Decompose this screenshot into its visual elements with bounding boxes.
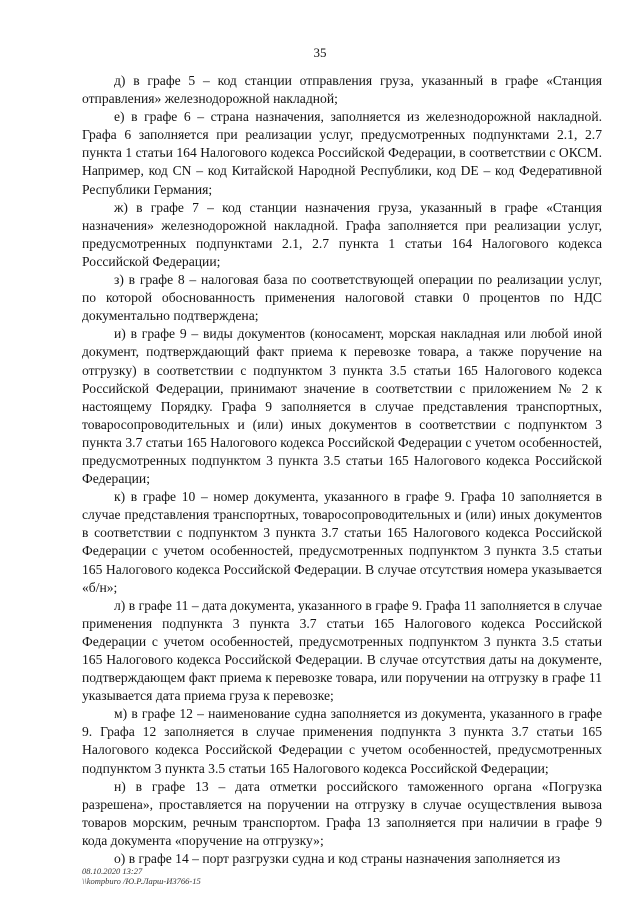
paragraph-z: з) в графе 8 – налоговая база по соответствующей операции по реализации услуг, по которой обоснованность применения налоговой ставки 0 процентов по НДС документально подтверждена; xyxy=(82,272,602,324)
paragraph-l: л) в графе 11 – дата документа, указанного в графе 9. Графа 11 заполняется в случае применения подпункта 3 пункта 3.7 статьи 165 Налогового кодекса Российской Федерации с учетом особенностей, предусмотренных подпунктом 3 пункта 3.5 статьи 165 Налогового кодекса Российской Федерации. В случае отсутствия даты на документе, подтверждающем факт приема к перевозке товара, или поручении на отгрузку в графе 11 указывается дата приема груза к перевозке; xyxy=(82,597,602,704)
paragraph-n: н) в графе 13 – дата отметки российского таможенного органа «Погрузка разрешена», проставляется на поручении на отгрузку в случае осуществления вывоза товаров морским, речным транспортом. Графа 13 заполняется при наличии в графе 9 кода документа «поручение на отгрузку»; xyxy=(82,778,602,848)
footer-stamp xyxy=(82,866,201,886)
paragraph-o: о) в графе 14 – порт разгрузки судна и код страны назначения заполняется из xyxy=(114,851,561,867)
paragraph-e: е) в графе 6 – страна назначения, заполняется из железнодорожной накладной. Графа 6 заполняется при реализации услуг, предусмотренных подпунктами 2.1, 2.7 пункта 1 статьи 164 Налогового кодекса Российской Федерации, в соответствии с ОКСМ. Например, код CN – код Китайской Народной Республики, код DE – код Федеративной Республики Германия; xyxy=(82,109,602,197)
page-number: 35 xyxy=(313,45,327,60)
paragraph-zh: ж) в графе 7 – код станции назначения груза, указанный в графе «Станция назначения» железнодорожной накладной. Графа заполняется при реализации услуг, предусмотренных подпунктами 2.1, 2.7 пункта 1 статьи 164 Налогового кодекса Российской Федерации; xyxy=(82,199,602,269)
footer-timestamp: 08.10.2020 13:27 xyxy=(82,866,143,876)
paragraph-m: м) в графе 12 – наименование судна заполняется из документа, указанного в графе 9. Графа 12 заполняется в случае применения подпункта 3 пункта 3.7 статьи 165 Налогового кодекса Российской Федерации с учетом особенностей, предусмотренных подпунктом 3 пункта 3.5 статьи 165 Налогового кодекса Российской Федерации; xyxy=(82,706,602,776)
footer-document-id: \\kompburo /Ю.Р.Ларш-И3766-15 xyxy=(82,876,201,886)
paragraph-k: к) в графе 10 – номер документа, указанного в графе 9. Графа 10 заполняется в случае представления транспортных, товаросопроводительных и (или) иных документов в соответствии с подпунктом 3 пункта 3.7 статьи 165 Налогового кодекса Российской Федерации с учетом особенностей, предусмотренных подпунктом 3 пункта 3.5 статьи 165 Налогового кодекса Российской Федерации. В случае отсутствия номера указывается «б/н»; xyxy=(82,489,602,595)
paragraph-d: д) в графе 5 – код станции отправления груза, указанный в графе «Станция отправления» железнодорожной накладной; xyxy=(82,73,602,107)
paragraph-i: и) в графе 9 – виды документов (коносамент, морская накладная или любой иной документ, подтверждающий факт приема к перевозке товара, а также поручение на отгрузку) в соответствии с подпунктом 3 пункта 3.5 статьи 165 Налогового кодекса Российской Федерации, принимают значение в соответствии с приложением № 2 к настоящему Порядку. Графа 9 заполняется в случае представления транспортных, товаросопроводительных и (или) иных документов в соответствии с подпунктом 3 пункта 3.7 статьи 165 Налогового кодекса Российской Федерации с учетом особенностей, предусмотренных подпунктом 3 пункта 3.5 статьи 165 Налогового кодекса Российской Федерации; xyxy=(82,326,602,487)
document-body xyxy=(82,72,602,868)
